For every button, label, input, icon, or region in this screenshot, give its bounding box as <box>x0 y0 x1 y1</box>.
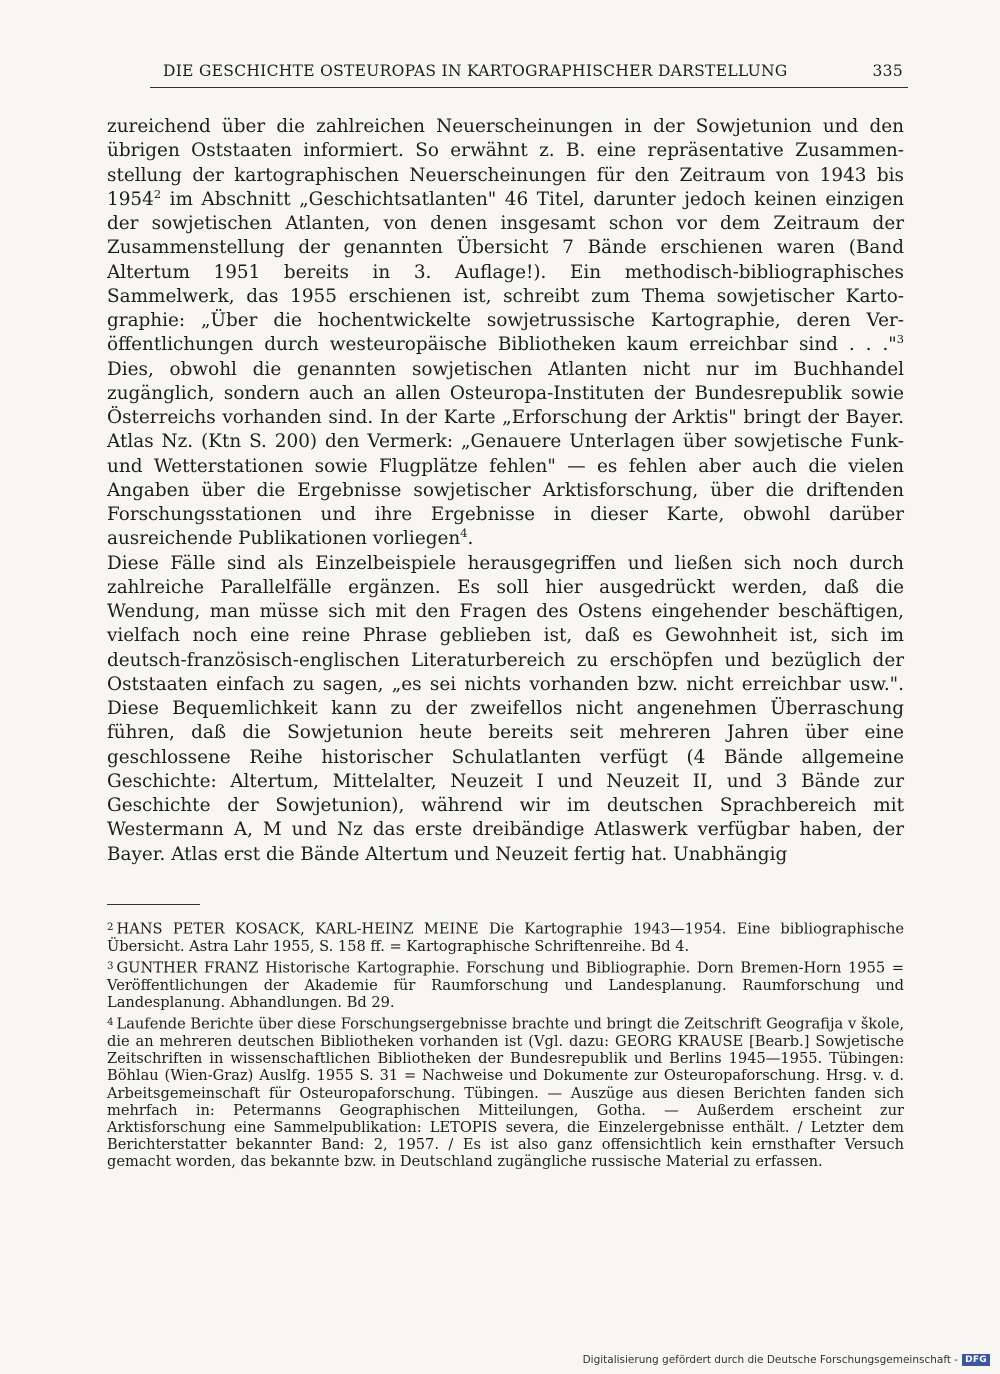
paragraph-1-part-c: Dies, obwohl die genannten sowjetischen Atlanten nicht nur im Buchhandel zugänglich, sondern auch an allen Osteuropa-Instituten der Bundesrepublik sowie Österreichs vorhanden sind. In der Karte „Erforschung der Arktis" bringt der Bayer. Atlas Nz. (Ktn S. 200) den Vermerk: „Genauere Unterlagen über sowjetische Funk- und Wetterstationen sowie Flugplätze fehlen" — es fehlen aber auch die vielen Angaben über die Ergebnisse sowjetischer Arktisforschung, über die driftenden Forschungsstationen und ihre Ergebnisse in dieser Karte, obwohl darüber ausreichende Publikationen vorliegen <box>107 358 904 550</box>
footnote-text: Laufende Berichte über diese Forschungsergebnisse brachte und bringt die Zeitschrift Geografija v škole, die an mehreren deutschen Bibliotheken vorhanden ist (Vgl. dazu: GEORG KRAUSE [Bearb.] Sowjetische Zeitschriften in wissenschaftlichen Bibliotheken der Bundesrepublik und Berlins 1945—1955. Tübingen: Böhlau (Wien-Graz) Auslfg. 1955 S. 31 = Nachweise und Dokumente zur Osteuropaforschung. Hrsg. v. d. Arbeitsgemeinschaft für Osteuropaforschung. Tübingen. — Auszüge aus diesen Berichten fanden sich mehrfach in: Petermanns Geographischen Mitteilungen, Gotha. — Außerdem erscheint zur Arktisforschung eine Sammelpublikation: LETOPIS severa, die Einzelergebnisse enthält. / Letzter dem Berichterstatter bekannter Band: 2, 1957. / Es ist also ganz offensichtlich kein ernsthafter Versuch gemacht worden, das bekannte bzw. in Deutschland zugängliche russische Material zu erfassen. <box>107 1015 904 1171</box>
main-text <box>107 115 904 867</box>
page-number: 335 <box>872 62 903 80</box>
dfg-logo-icon: DFG <box>962 1354 990 1366</box>
paragraph-2: Diese Fälle sind als Einzelbeispiele herausgegriffen und ließen sich noch durch zahlreiche Parallelfälle ergänzen. Es soll hier ausgedrückt werden, daß die Wendung, man müsse sich mit den Fragen des Ostens eingehender beschäftigen, vielfach noch eine reine Phrase geblieben ist, daß es Gewohnheit ist, sich im deutsch-französisch-englischen Literaturbereich zu erschöpfen und bezüglich der Oststaaten einfach zu sagen, „es sei nichts vorhanden bzw. nicht erreichbar usw.". Diese Bequemlichkeit kann zu der zweifellos nicht angenehmen Überraschung führen, daß die Sowjetunion heute bereits seit mehreren Jahren über eine geschlossene Reihe historischer Schulatlanten verfügt (4 Bände allgemeine Geschichte: Altertum, Mittelalter, Neuzeit I und Neuzeit II, und 3 Bände zur Geschichte der Sowjetunion), während wir im deutschen Sprachbereich mit Westermann A, M und Nz das erste dreibändige Atlaswerk verfügbar haben, der Bayer. Atlas erst die Bände Altertum und Neuzeit fertig hat. Unabhängig <box>107 552 904 865</box>
footnote-4 <box>107 1014 904 1170</box>
footnote-ref-3: 3 <box>896 332 904 347</box>
footnote-text: GUNTHER FRANZ Historische Kartographie. Forschung und Bibliographie. Dorn Bremen-Horn 1955 = Veröffentlichungen der Akademie für Raumforschung und Landesplanung. Raumforschung und Landesplanung. Abhandlungen. Bd 29. <box>107 959 904 1011</box>
footnotes <box>107 919 904 1174</box>
footnote-3 <box>107 958 904 1011</box>
footnote-2 <box>107 919 904 955</box>
running-head <box>163 62 903 80</box>
header-rule <box>150 87 908 88</box>
running-head-title: DIE GESCHICHTE OSTEUROPAS IN KARTOGRAPHISCHER DARSTELLUNG <box>163 62 788 80</box>
footnote-text: HANS PETER KOSACK, KARL-HEINZ MEINE Die Kartographie 1943—1954. Eine bibliographische Übersicht. Astra Lahr 1955, S. 158 ff. = Kartographische Schriftenreihe. Bd 4. <box>107 920 904 955</box>
paragraph-1-part-d: . <box>467 528 474 550</box>
footnote-mark: 2 <box>107 922 114 933</box>
footnote-mark: 4 <box>107 1017 114 1029</box>
paragraph-1-part-a: zureichend über die zahlreichen Neuerscheinungen in der Sowjetunion und den übrigen Oststaaten informiert. So erwähnt z. B. eine repräsentative Zusammenstellung der kartographischen Neuerscheinungen für den Zeitraum von 1943 bis 1954 <box>107 116 904 210</box>
footnote-rule <box>107 904 200 905</box>
digitization-credit <box>583 1354 990 1366</box>
footnote-ref-4: 4 <box>460 526 468 541</box>
footnote-ref-2: 2 <box>153 186 162 201</box>
credit-text: Digitalisierung gefördert durch die Deutsche Forschungsgemeinschaft - <box>582 1354 959 1366</box>
paragraph-1 <box>107 115 904 552</box>
paragraph-1-part-b: im Abschnitt „Geschichtsatlanten" 46 Titel, darunter jedoch keinen einzigen der sowjetischen Atlanten, von denen insgesamt schon vor dem Zeitraum der Zusammenstellung der genannten Übersicht 7 Bände erschienen waren (Band Altertum 1951 bereits in 3. Auflage!). Ein methodisch-bibliographisches Sammelwerk, das 1955 erschienen ist, schreibt zum Thema sowjetischer Kartographie: „Über die hochentwickelte sowjetrussische Kartographie, deren Veröffentlichungen durch westeuropäische Bibliotheken kaum erreichbar sind . . ." <box>107 188 904 356</box>
footnote-mark: 3 <box>107 960 114 972</box>
